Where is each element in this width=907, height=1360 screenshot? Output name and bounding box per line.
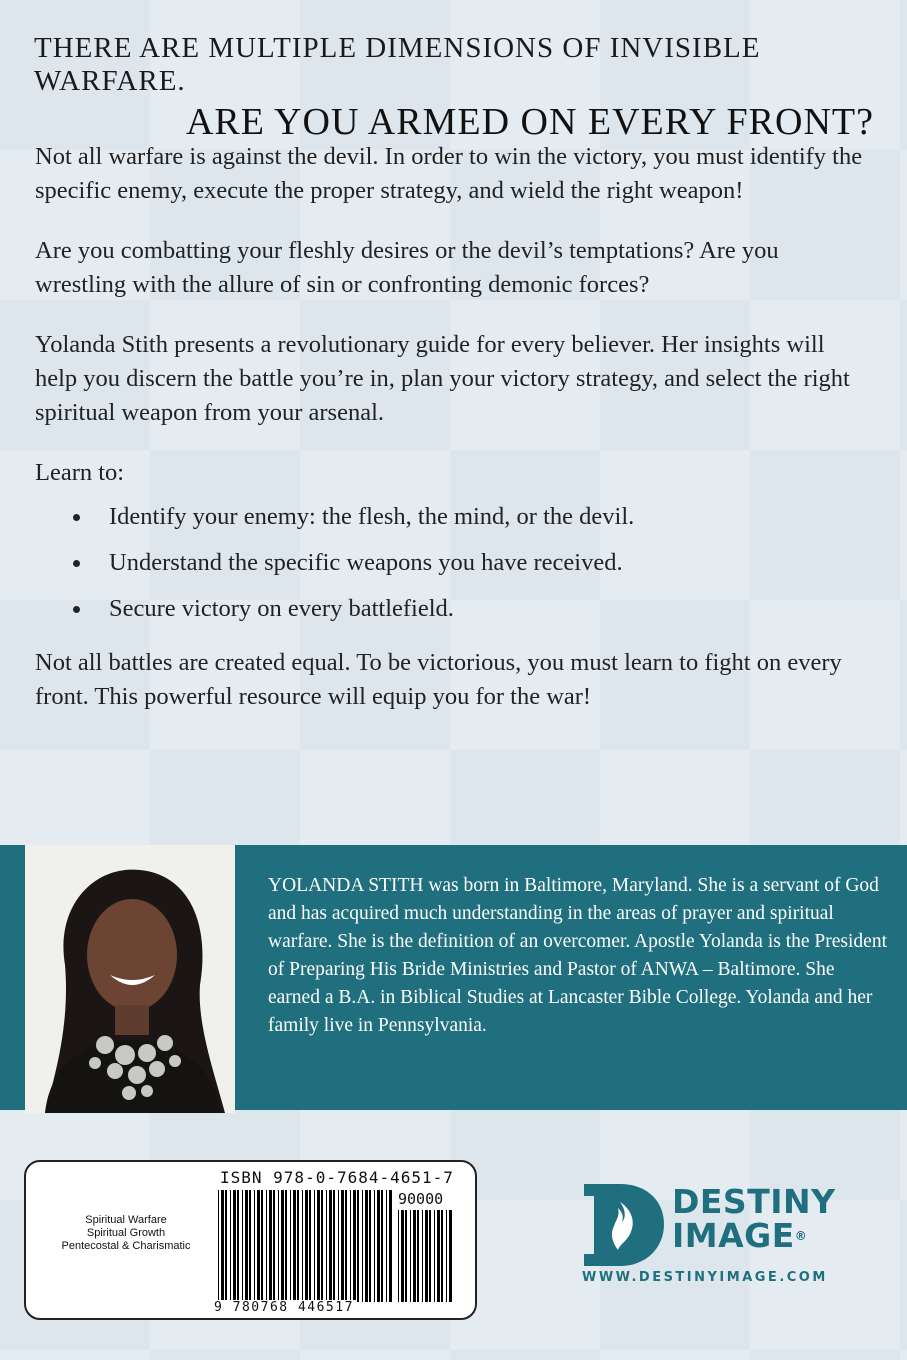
barcode-stripe (329, 1190, 332, 1302)
barcode-stripe (261, 1190, 263, 1302)
publisher-name-line-2 (672, 1216, 836, 1255)
price-barcode-icon (398, 1210, 454, 1302)
price-code: 90000 (398, 1190, 444, 1208)
barcode-stripe (345, 1190, 347, 1302)
barcode-stripe (425, 1210, 428, 1302)
barcode-stripe (218, 1190, 219, 1302)
barcode-stripe (225, 1190, 227, 1302)
barcode-stripe (302, 1190, 303, 1302)
author-portrait-icon (25, 845, 235, 1113)
barcode-stripe (242, 1190, 243, 1302)
description (35, 140, 870, 740)
barcode-stripe (285, 1190, 287, 1302)
barcode-stripe (266, 1190, 267, 1302)
publisher-url[interactable]: WWW.DESTINYIMAGE.COM (582, 1270, 828, 1285)
bullet-icon (73, 606, 80, 613)
publisher-logo (580, 1175, 880, 1305)
barcode-stripe (326, 1190, 327, 1302)
barcode-stripe (377, 1190, 380, 1302)
bullet-list (73, 500, 870, 626)
barcode-stripe (273, 1190, 275, 1302)
tagline-header (34, 32, 874, 144)
barcode-stripe (437, 1210, 440, 1302)
barcode-stripe (389, 1190, 392, 1302)
barcode-stripe (398, 1210, 399, 1302)
bullet-text: Identify your enemy: the flesh, the mind, or the devil. (109, 503, 635, 530)
category-item: Spiritual Warfare (85, 1214, 167, 1226)
barcode-stripe (401, 1210, 404, 1302)
paragraph-1: Not all warfare is against the devil. In order to win the victory, you must identify the specific enemy, execute the proper strategy, and wield the right weapon! (35, 143, 863, 204)
barcode-stripe (362, 1190, 363, 1302)
bullet-icon (73, 514, 80, 521)
barcode-stripe (449, 1210, 452, 1302)
paragraph-4: Not all battles are created equal. To be victorious, you must learn to fight on every front. This powerful resource will equip you for the war! (35, 649, 842, 710)
bullet-text: Understand the specific weapons you have received. (109, 549, 623, 576)
barcode-stripe (374, 1190, 375, 1302)
paragraph-2: Are you combatting your fleshly desires or the devil’s temptations? Are you wrestling with the allure of sin or confronting demonic forces? (35, 237, 779, 298)
barcode-stripe (254, 1190, 255, 1302)
paragraph-3: Yolanda Stith presents a revolutionary guide for every believer. Her insights will help you discern the battle you’re in, plan your victory strategy, and select the right spiritual weapon from your arsenal. (35, 331, 850, 426)
barcode-stripe (357, 1190, 359, 1302)
learn-label: Learn to: (35, 459, 125, 486)
publisher-name (672, 1182, 836, 1255)
barcode-stripe (381, 1190, 383, 1302)
barcode-stripe (350, 1190, 351, 1302)
destiny-d-flame-icon (580, 1180, 666, 1268)
barcode-stripe (353, 1190, 356, 1302)
barcode-panel (24, 1160, 477, 1320)
barcode-stripe (290, 1190, 291, 1302)
barcode-stripe (293, 1190, 296, 1302)
author-photo (25, 845, 235, 1113)
barcode-stripe (386, 1190, 387, 1302)
barcode-stripe (314, 1190, 315, 1302)
barcode-stripe (281, 1190, 284, 1302)
bullet-icon (73, 560, 80, 567)
barcode-stripe (369, 1190, 371, 1302)
barcode-stripe (278, 1190, 279, 1302)
barcode-stripe (341, 1190, 344, 1302)
barcode-stripe (413, 1210, 416, 1302)
category-item: Spiritual Growth (86, 1227, 166, 1239)
barcode-stripe (230, 1190, 231, 1302)
list-item (73, 500, 870, 534)
list-item (73, 592, 870, 626)
barcode-stripe (422, 1210, 423, 1302)
category-list (36, 1214, 216, 1253)
barcode-stripe (333, 1190, 335, 1302)
author-bio-text: YOLANDA STITH was born in Baltimore, Maryland. She is a servant of God and has acquired much understanding in the areas of prayer and spiritual warfare. She is the definition of an overcomer. Apostle Yolanda is the President of Preparing His Bride Ministries and Pastor of ANWA – Baltimore. She earned a B.A. in Biblical Studies at Lancaster Bible College. Yolanda and her family live in Pennsylvania. (268, 875, 887, 1036)
barcode-stripe (257, 1190, 260, 1302)
barcode-stripe (297, 1190, 299, 1302)
publisher-name-image: IMAGE (672, 1216, 795, 1255)
barcode-stripe (245, 1190, 248, 1302)
barcode-stripe (434, 1210, 435, 1302)
barcode-stripe (309, 1190, 311, 1302)
barcode-stripe (365, 1190, 368, 1302)
barcode-stripe (429, 1210, 431, 1302)
publisher-name-line-1: DESTINY (672, 1182, 836, 1221)
tagline-line-2: ARE YOU ARMED ON EVERY FRONT? (185, 101, 874, 143)
barcode-stripe (405, 1210, 407, 1302)
registered-mark: ® (794, 1229, 808, 1243)
barcode-stripe (417, 1210, 419, 1302)
barcode-stripe (441, 1210, 443, 1302)
category-item: Pentecostal & Charismatic (61, 1240, 191, 1252)
barcode-stripe (321, 1190, 323, 1302)
barcode-stripe (221, 1190, 224, 1302)
barcode-stripe (269, 1190, 272, 1302)
ean-digits: 9 780768 446517 (214, 1300, 354, 1315)
tagline-line-1: THERE ARE MULTIPLE DIMENSIONS OF INVISIBLE WARFARE. (34, 32, 761, 97)
barcode-stripe (317, 1190, 320, 1302)
ean-barcode-icon (218, 1190, 394, 1302)
barcode-stripe (249, 1190, 251, 1302)
barcode-stripe (237, 1190, 239, 1302)
bullet-text: Secure victory on every battlefield. (109, 595, 454, 622)
barcode-stripe (410, 1210, 411, 1302)
barcode-stripe (233, 1190, 236, 1302)
barcode-stripe (305, 1190, 308, 1302)
list-item (73, 546, 870, 580)
isbn-number: ISBN 978-0-7684-4651-7 (220, 1168, 454, 1187)
barcode-stripe (446, 1210, 447, 1302)
barcode-stripe (338, 1190, 339, 1302)
